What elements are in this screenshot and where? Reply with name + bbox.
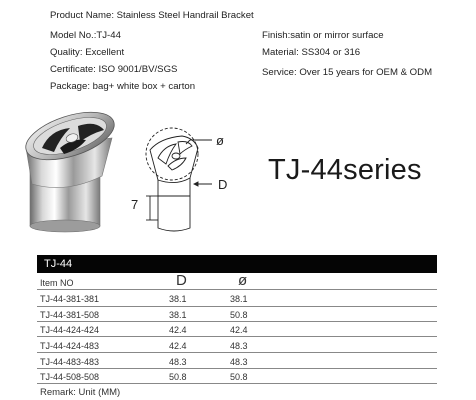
- column-header-d: D: [176, 272, 187, 289]
- column-header-phi: ø: [238, 272, 248, 289]
- d-cell: 42.4: [169, 325, 187, 335]
- table-rule: [37, 321, 437, 322]
- table-row: [40, 341, 437, 357]
- spec-material: Material: SS304 or 316: [262, 47, 361, 58]
- item-no-cell: TJ-44-381-381: [40, 294, 100, 304]
- phi-dimension-label: ø: [216, 133, 224, 148]
- phi-cell: 48.3: [230, 357, 248, 367]
- height-dimension-label: 7: [131, 197, 139, 212]
- item-no-cell: TJ-44-424-483: [40, 341, 100, 351]
- spec-certificate: Certificate: ISO 9001/BV/SGS: [50, 64, 178, 75]
- table-column-headers: [40, 272, 437, 294]
- table-rule: [37, 336, 437, 337]
- d-cell: 38.1: [169, 294, 187, 304]
- item-no-cell: TJ-44-381-508: [40, 310, 100, 320]
- d-cell: 42.4: [169, 341, 187, 351]
- product-photo: [20, 108, 122, 236]
- item-no-cell: TJ-44-424-424: [40, 325, 100, 335]
- spec-quality: Quality: Excellent: [50, 47, 125, 58]
- table-row: [40, 325, 437, 341]
- table-header-bar: [37, 255, 437, 273]
- series-title: TJ-44series: [268, 154, 422, 186]
- spec-product-name: Product Name: Stainless Steel Handrail Bracket: [50, 10, 254, 21]
- d-cell: 50.8: [169, 372, 187, 382]
- phi-cell: 50.8: [230, 310, 248, 320]
- spec-service: Service: Over 15 years for OEM & ODM: [262, 67, 433, 78]
- table-rule: [37, 306, 437, 307]
- table-title: TJ-44: [44, 258, 73, 270]
- phi-cell: 50.8: [230, 372, 248, 382]
- phi-cell: 42.4: [230, 325, 248, 335]
- item-no-cell: TJ-44-483-483: [40, 357, 100, 367]
- phi-cell: 38.1: [230, 294, 248, 304]
- table-rule: [37, 368, 437, 369]
- table-row: [40, 310, 437, 326]
- d-cell: 38.1: [169, 310, 187, 320]
- d-dimension-label: D: [218, 177, 228, 192]
- spec-package: Package: bag+ white box + carton: [50, 81, 196, 92]
- remark-unit: Remark: Unit (MM): [40, 387, 121, 398]
- spec-model-no: Model No.:TJ-44: [50, 30, 121, 41]
- phi-cell: 48.3: [230, 341, 248, 351]
- table-rule: [37, 352, 437, 353]
- d-cell: 48.3: [169, 357, 187, 367]
- item-no-cell: TJ-44-508-508: [40, 372, 100, 382]
- table-row: [40, 372, 437, 388]
- table-rule: [37, 383, 437, 384]
- column-header-item-no: Item NO: [40, 278, 74, 288]
- table-rule: [37, 289, 437, 290]
- table-row: [40, 294, 437, 310]
- spec-finish: Finish:satin or mirror surface: [262, 30, 384, 41]
- table-row: [40, 357, 437, 373]
